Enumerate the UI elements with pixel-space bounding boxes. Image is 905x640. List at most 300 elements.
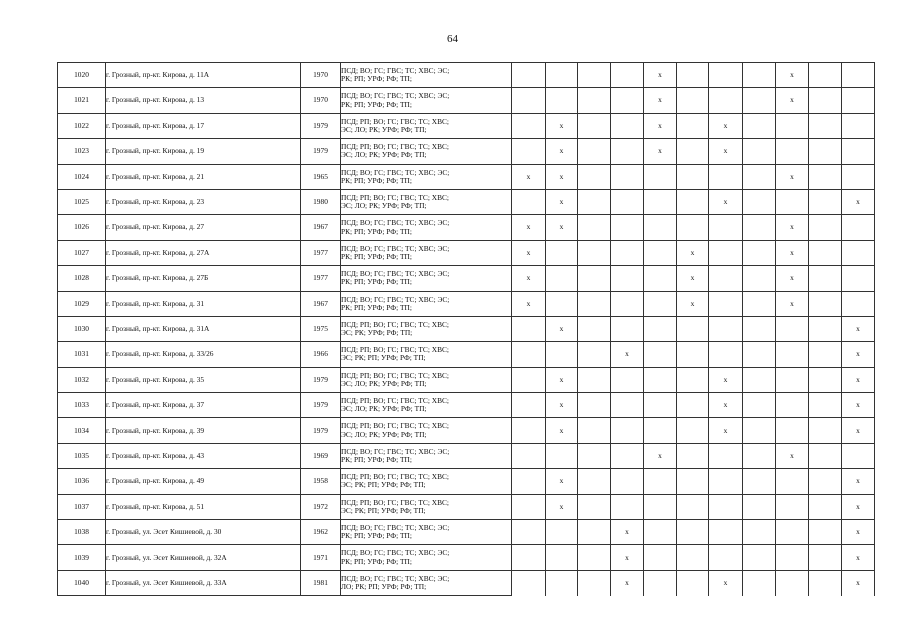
mark-cell [644,215,677,240]
row-works [341,164,512,189]
mark-cell [546,88,578,113]
mark-cell-checked: x [776,443,809,468]
row-address: г. Грозный, пр-кт. Кирова, д. 49 [106,469,301,494]
works-line-2: РК; РП; УРФ; РФ; ТП; [341,74,412,84]
mark-cell [611,164,644,189]
mark-cell [842,139,875,164]
row-year: 1967 [301,215,341,240]
mark-cell [776,316,809,341]
mark-cell [743,63,776,88]
row-year: 1967 [301,291,341,316]
mark-cell [842,266,875,291]
mark-cell [512,367,546,392]
mark-cell-checked: x [709,189,743,214]
mark-cell [809,393,842,418]
mark-cell-checked: x [546,215,578,240]
row-address: г. Грозный, пр-кт. Кирова, д. 11А [106,63,301,88]
mark-cell [611,443,644,468]
mark-cell [709,316,743,341]
row-year: 1979 [301,418,341,443]
row-address: г. Грозный, пр-кт. Кирова, д. 43 [106,443,301,468]
mark-cell [578,393,611,418]
row-year: 1979 [301,367,341,392]
mark-cell-checked: x [842,469,875,494]
mark-cell [842,443,875,468]
mark-cell [611,63,644,88]
works-line-2: ЭС; ЛО; РК; УРФ; РФ; ТП; [341,404,427,414]
row-year: 1965 [301,164,341,189]
mark-cell [644,520,677,545]
works-line-2: ЭС; ЛО; РК; УРФ; РФ; ТП; [341,124,427,134]
mark-cell-checked: x [709,139,743,164]
mark-cell [709,469,743,494]
mark-cell [578,469,611,494]
mark-cell-checked: x [546,189,578,214]
mark-cell-checked: x [842,494,875,519]
mark-cell-checked: x [611,545,644,570]
row-works [341,139,512,164]
mark-cell-checked: x [776,63,809,88]
mark-cell [578,88,611,113]
mark-cell [743,443,776,468]
mark-cell [743,291,776,316]
mark-cell-checked: x [776,291,809,316]
row-number: 1034 [58,418,106,443]
row-address: г. Грозный, пр-кт. Кирова, д. 19 [106,139,301,164]
works-line-2: ЭС; ЛО; РК; УРФ; РФ; ТП; [341,429,427,439]
mark-cell [578,215,611,240]
mark-cell [578,367,611,392]
row-address: г. Грозный, ул. Эсет Кишиевой, д. 33А [106,570,301,595]
works-line-1: ПСД; ВО; ГС; ГВС; ТС; ХВС; ЭС; [341,548,450,558]
mark-cell [709,240,743,265]
mark-cell [809,342,842,367]
works-line-1: ПСД; ВО; ГС; ГВС; ТС; ХВС; ЭС; [341,523,450,533]
mark-cell [644,494,677,519]
row-works [341,545,512,570]
row-number: 1030 [58,316,106,341]
row-year: 1979 [301,113,341,138]
mark-cell-checked: x [644,113,677,138]
mark-cell [709,291,743,316]
mark-cell [776,520,809,545]
mark-cell-checked: x [677,291,709,316]
row-address: г. Грозный, пр-кт. Кирова, д. 17 [106,113,301,138]
mark-cell [743,164,776,189]
mark-cell [644,164,677,189]
table-row [58,139,875,164]
works-line-2: ЭС; ЛО; РК; УРФ; РФ; ТП; [341,201,427,211]
works-line-1: ПСД; РП; ВО; ГС; ГВС; ТС; ХВС; [341,319,449,329]
mark-cell [578,545,611,570]
mark-cell [512,316,546,341]
mark-cell [677,520,709,545]
row-number: 1038 [58,520,106,545]
mark-cell-checked: x [709,418,743,443]
mark-cell-checked: x [546,469,578,494]
mark-cell [512,88,546,113]
mark-cell [709,164,743,189]
mark-cell-checked: x [512,240,546,265]
mark-cell [611,189,644,214]
mark-cell [578,113,611,138]
mark-cell [677,367,709,392]
mark-cell [809,443,842,468]
row-number: 1033 [58,393,106,418]
mark-cell [644,570,677,595]
mark-cell [512,570,546,595]
mark-cell [546,240,578,265]
mark-cell [709,63,743,88]
mark-cell [743,139,776,164]
row-number: 1029 [58,291,106,316]
row-number: 1025 [58,189,106,214]
row-works [341,342,512,367]
mark-cell [677,88,709,113]
mark-cell [677,164,709,189]
mark-cell [809,418,842,443]
row-address: г. Грозный, пр-кт. Кирова, д. 21 [106,164,301,189]
address-register-table [57,62,875,596]
table-row [58,570,875,595]
table-row [58,113,875,138]
mark-cell-checked: x [611,570,644,595]
mark-cell [546,291,578,316]
mark-cell [709,88,743,113]
row-year: 1962 [301,520,341,545]
works-line-2: РК; РП; УРФ; РФ; ТП; [341,302,412,312]
mark-cell [743,342,776,367]
table-row [58,240,875,265]
mark-cell [743,469,776,494]
mark-cell [743,266,776,291]
row-works [341,113,512,138]
mark-cell [611,240,644,265]
mark-cell [709,443,743,468]
mark-cell [809,88,842,113]
works-line-1: ПСД; РП; ВО; ГС; ГВС; ТС; ХВС; [341,192,449,202]
mark-cell [578,291,611,316]
mark-cell [611,316,644,341]
mark-cell [677,469,709,494]
mark-cell-checked: x [776,266,809,291]
row-year: 1966 [301,342,341,367]
row-number: 1032 [58,367,106,392]
row-address: г. Грозный, пр-кт. Кирова, д. 27А [106,240,301,265]
mark-cell-checked: x [512,291,546,316]
mark-cell-checked: x [776,240,809,265]
row-number: 1020 [58,63,106,88]
works-line-2: ЭС; РК; РП; УРФ; РФ; ТП; [341,480,426,490]
mark-cell [644,545,677,570]
mark-cell [644,291,677,316]
mark-cell-checked: x [677,240,709,265]
mark-cell-checked: x [709,570,743,595]
mark-cell [842,240,875,265]
row-year: 1972 [301,494,341,519]
row-number: 1023 [58,139,106,164]
row-works [341,570,512,595]
mark-cell [809,63,842,88]
mark-cell [578,443,611,468]
mark-cell [809,291,842,316]
mark-cell [743,545,776,570]
mark-cell-checked: x [709,113,743,138]
mark-cell [776,570,809,595]
mark-cell-checked: x [709,367,743,392]
mark-cell-checked: x [842,367,875,392]
row-works [341,88,512,113]
row-number: 1027 [58,240,106,265]
table-row [58,520,875,545]
mark-cell-checked: x [842,545,875,570]
row-year: 1970 [301,88,341,113]
row-year: 1958 [301,469,341,494]
works-line-1: ПСД; ВО; ГС; ГВС; ТС; ХВС; ЭС; [341,294,450,304]
row-works [341,494,512,519]
mark-cell [512,113,546,138]
works-line-1: ПСД; РП; ВО; ГС; ГВС; ТС; ХВС; [341,421,449,431]
mark-cell [809,545,842,570]
mark-cell [709,342,743,367]
row-address: г. Грозный, ул. Эсет Кишиевой, д. 30 [106,520,301,545]
row-works [341,266,512,291]
row-address: г. Грозный, пр-кт. Кирова, д. 27Б [106,266,301,291]
works-line-1: ПСД; ВО; ГС; ГВС; ТС; ХВС; ЭС; [341,91,450,101]
row-address: г. Грозный, пр-кт. Кирова, д. 27 [106,215,301,240]
mark-cell-checked: x [677,266,709,291]
works-line-1: ПСД; ВО; ГС; ГВС; ТС; ХВС; ЭС; [341,167,450,177]
mark-cell-checked: x [512,164,546,189]
row-year: 1979 [301,393,341,418]
mark-cell [776,545,809,570]
row-year: 1980 [301,189,341,214]
mark-cell [743,240,776,265]
mark-cell [743,494,776,519]
mark-cell-checked: x [546,393,578,418]
mark-cell [546,63,578,88]
mark-cell [644,266,677,291]
mark-cell-checked: x [842,570,875,595]
mark-cell [776,342,809,367]
mark-cell [611,113,644,138]
row-address: г. Грозный, пр-кт. Кирова, д. 31 [106,291,301,316]
mark-cell [677,418,709,443]
mark-cell [578,570,611,595]
mark-cell [546,545,578,570]
row-year: 1979 [301,139,341,164]
mark-cell [644,367,677,392]
mark-cell [512,342,546,367]
mark-cell [611,494,644,519]
works-line-1: ПСД; РП; ВО; ГС; ГВС; ТС; ХВС; [341,370,449,380]
mark-cell [644,316,677,341]
row-number: 1040 [58,570,106,595]
row-number: 1024 [58,164,106,189]
mark-cell [546,266,578,291]
mark-cell-checked: x [776,215,809,240]
row-works [341,316,512,341]
mark-cell [578,189,611,214]
mark-cell [809,240,842,265]
table-row [58,266,875,291]
works-line-2: РК; РП; УРФ; РФ; ТП; [341,226,412,236]
table-row [58,367,875,392]
mark-cell [709,545,743,570]
table-row [58,393,875,418]
works-line-1: ПСД; РП; ВО; ГС; ГВС; ТС; ХВС; [341,497,449,507]
mark-cell [546,570,578,595]
row-number: 1028 [58,266,106,291]
table-row [58,316,875,341]
mark-cell [709,215,743,240]
table-row [58,88,875,113]
table-row [58,418,875,443]
row-works [341,215,512,240]
mark-cell [842,291,875,316]
table-row [58,443,875,468]
mark-cell [677,494,709,519]
mark-cell [743,520,776,545]
mark-cell [512,418,546,443]
mark-cell [776,494,809,519]
row-works [341,418,512,443]
mark-cell [644,469,677,494]
mark-cell [809,570,842,595]
mark-cell [743,113,776,138]
mark-cell [809,520,842,545]
mark-cell [743,418,776,443]
mark-cell [709,494,743,519]
mark-cell [677,443,709,468]
works-line-2: ЭС; РК; РП; УРФ; РФ; ТП; [341,505,426,515]
works-line-1: ПСД; РП; ВО; ГС; ГВС; ТС; ХВС; [341,345,449,355]
row-number: 1039 [58,545,106,570]
mark-cell [842,88,875,113]
mark-cell [677,189,709,214]
mark-cell-checked: x [546,367,578,392]
mark-cell [776,189,809,214]
page-number: 64 [447,33,458,45]
row-year: 1977 [301,240,341,265]
mark-cell [809,469,842,494]
mark-cell [743,316,776,341]
mark-cell [546,443,578,468]
mark-cell [512,443,546,468]
mark-cell [809,367,842,392]
row-year: 1977 [301,266,341,291]
row-number: 1021 [58,88,106,113]
row-year: 1981 [301,570,341,595]
mark-cell [776,393,809,418]
mark-cell [809,316,842,341]
mark-cell-checked: x [644,63,677,88]
mark-cell-checked: x [776,88,809,113]
mark-cell [776,367,809,392]
works-line-1: ПСД; ВО; ГС; ГВС; ТС; ХВС; ЭС; [341,446,450,456]
works-line-2: РК; РП; УРФ; РФ; ТП; [341,175,412,185]
mark-cell [776,469,809,494]
row-number: 1022 [58,113,106,138]
mark-cell [809,113,842,138]
mark-cell [578,63,611,88]
row-works [341,469,512,494]
mark-cell [512,189,546,214]
mark-cell [578,418,611,443]
row-year: 1969 [301,443,341,468]
mark-cell-checked: x [842,316,875,341]
row-works [341,291,512,316]
works-line-2: ЛО; РК; РП; УРФ; РФ; ТП; [341,582,427,591]
works-line-2: ЭС; ЛО; РК; УРФ; РФ; ТП; [341,378,427,388]
mark-cell [578,240,611,265]
mark-cell [842,113,875,138]
mark-cell-checked: x [546,418,578,443]
row-works [341,393,512,418]
mark-cell [709,520,743,545]
works-line-2: ЭС; РК; УРФ; РФ; ТП; [341,328,413,338]
works-line-2: РК; РП; УРФ; РФ; ТП; [341,556,412,566]
works-line-1: ПСД; ВО; ГС; ГВС; ТС; ХВС; ЭС; [341,269,450,279]
works-line-2: РК; РП; УРФ; РФ; ТП; [341,531,412,541]
works-line-2: РК; РП; УРФ; РФ; ТП; [341,455,412,465]
mark-cell [644,189,677,214]
mark-cell [512,139,546,164]
table-row [58,342,875,367]
row-year: 1971 [301,545,341,570]
mark-cell [677,545,709,570]
row-number: 1031 [58,342,106,367]
mark-cell [611,367,644,392]
mark-cell [578,316,611,341]
row-address: г. Грозный, пр-кт. Кирова, д. 37 [106,393,301,418]
mark-cell [743,189,776,214]
mark-cell [677,113,709,138]
row-address: г. Грозный, пр-кт. Кирова, д. 13 [106,88,301,113]
table-row [58,215,875,240]
mark-cell [743,88,776,113]
mark-cell-checked: x [644,443,677,468]
row-number: 1037 [58,494,106,519]
mark-cell [611,215,644,240]
table-row [58,63,875,88]
works-line-1: ПСД; РП; ВО; ГС; ГВС; ТС; ХВС; [341,116,449,126]
mark-cell [743,393,776,418]
row-address: г. Грозный, ул. Эсет Кишиевой, д. 32А [106,545,301,570]
mark-cell-checked: x [546,113,578,138]
mark-cell [644,393,677,418]
mark-cell-checked: x [842,520,875,545]
works-line-1: ПСД; ВО; ГС; ГВС; ТС; ХВС; ЭС; [341,218,450,228]
mark-cell-checked: x [776,164,809,189]
mark-cell [644,418,677,443]
mark-cell-checked: x [644,139,677,164]
mark-cell [809,189,842,214]
mark-cell [512,469,546,494]
row-address: г. Грозный, пр-кт. Кирова, д. 35 [106,367,301,392]
mark-cell [743,367,776,392]
table-row [58,545,875,570]
mark-cell [776,418,809,443]
row-number: 1036 [58,469,106,494]
works-line-2: РК; РП; УРФ; РФ; ТП; [341,277,412,287]
row-works [341,240,512,265]
row-year: 1970 [301,63,341,88]
mark-cell [611,418,644,443]
mark-cell [578,520,611,545]
row-address: г. Грозный, пр-кт. Кирова, д. 31А [106,316,301,341]
mark-cell [677,215,709,240]
